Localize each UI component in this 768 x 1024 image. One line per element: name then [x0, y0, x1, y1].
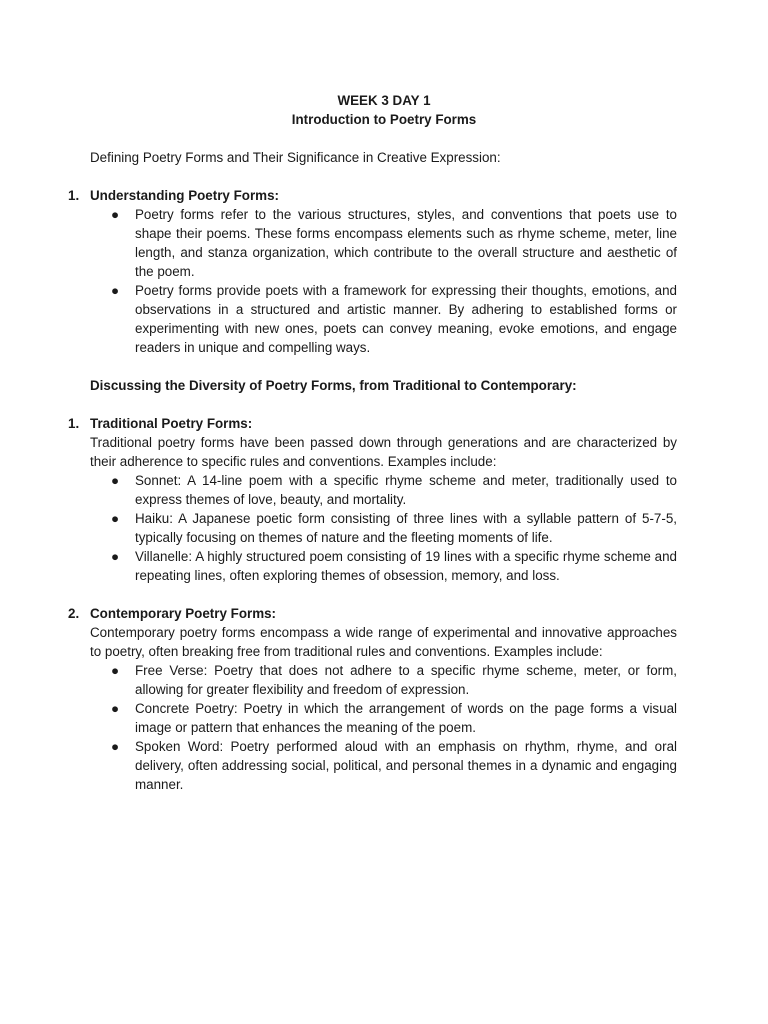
- list-item: [111, 509, 677, 547]
- bullet-text: Villanelle: A highly structured poem consisting of 19 lines with a specific rhyme scheme and repeating lines, often exploring themes of obsession, memory, and loss.: [135, 549, 677, 583]
- bullet-icon: ●: [111, 473, 120, 488]
- section-description: Contemporary poetry forms encompass a wide range of experimental and innovative approaches to poetry, often breaking free from traditional rules and conventions. Examples include:: [90, 625, 677, 659]
- section-contemporary: [68, 604, 677, 794]
- list-item: [111, 471, 677, 509]
- list-item: [111, 547, 677, 585]
- intro-line: Defining Poetry Forms and Their Significance in Creative Expression:: [90, 150, 501, 165]
- section-description: Traditional poetry forms have been passed down through generations and are characterized by their adherence to specific rules and conventions. Examples include:: [90, 435, 677, 469]
- section-traditional: [68, 414, 677, 585]
- list-item: [111, 205, 677, 281]
- list-item: [111, 661, 677, 699]
- section-number: 1.: [68, 416, 80, 431]
- list-item: [111, 699, 677, 737]
- section-number: 2.: [68, 606, 80, 621]
- bullet-icon: ●: [111, 663, 120, 678]
- bullet-text: Free Verse: Poetry that does not adhere to a specific rhyme scheme, meter, or form, allowing for greater flexibility and freedom of expression.: [135, 663, 677, 697]
- bullet-text: Poetry forms refer to the various structures, styles, and conventions that poets use to shape their poems. These forms encompass elements such as rhyme scheme, meter, line length, and stanza organization, which contribute to the overall structure and aesthetic of the poem.: [135, 207, 677, 279]
- bullet-text: Haiku: A Japanese poetic form consisting of three lines with a syllable pattern of 5-7-5, typically focusing on themes of nature and the fleeting moments of life.: [135, 511, 677, 545]
- bullet-icon: ●: [111, 283, 120, 298]
- bullet-text: Spoken Word: Poetry performed aloud with an emphasis on rhythm, rhyme, and oral delivery, often addressing social, political, and personal themes in a dynamic and engaging manner.: [135, 739, 677, 792]
- bullet-text: Concrete Poetry: Poetry in which the arrangement of words on the page forms a visual image or pattern that enhances the meaning of the poem.: [135, 701, 677, 735]
- bullet-list: [90, 471, 677, 585]
- section-heading: Traditional Poetry Forms:: [90, 416, 253, 431]
- week-day-heading: WEEK 3 DAY 1: [337, 93, 431, 108]
- diversity-heading: Discussing the Diversity of Poetry Forms, from Traditional to Contemporary:: [90, 378, 577, 393]
- bullet-list: [90, 661, 677, 794]
- section-heading: Understanding Poetry Forms:: [90, 188, 279, 203]
- document-title: Introduction to Poetry Forms: [291, 112, 477, 127]
- bullet-icon: ●: [111, 549, 120, 564]
- bullet-icon: ●: [111, 739, 120, 754]
- section-understanding: [68, 186, 677, 357]
- section-heading: Contemporary Poetry Forms:: [90, 606, 277, 621]
- bullet-text: Poetry forms provide poets with a framework for expressing their thoughts, emotions, and observations in a structured and artistic manner. By adhering to established forms or experimenting with new ones, poets can convey meaning, evoke emotions, and engage readers in unique and compelling ways.: [135, 283, 677, 355]
- bullet-icon: ●: [111, 701, 120, 716]
- document-body: [68, 148, 677, 794]
- bullet-text: Sonnet: A 14-line poem with a specific rhyme scheme and meter, traditionally used to express themes of love, beauty, and mortality.: [135, 473, 677, 507]
- list-item: [111, 281, 677, 357]
- section-number: 1.: [68, 188, 80, 203]
- bullet-list: [90, 205, 677, 357]
- list-item: [111, 737, 677, 794]
- bullet-icon: ●: [111, 207, 120, 222]
- bullet-icon: ●: [111, 511, 120, 526]
